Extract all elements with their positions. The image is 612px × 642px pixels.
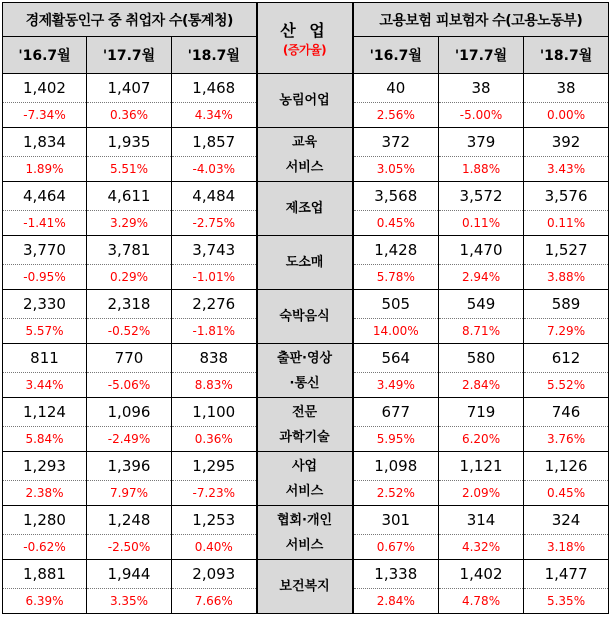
- industry-label: [257, 182, 353, 236]
- industry-label: [257, 398, 353, 452]
- employment-value: 1,096: [87, 398, 172, 427]
- insured-rate: 5.52%: [524, 373, 609, 398]
- employment-rate: 6.39%: [3, 589, 87, 614]
- employment-value: 4,484: [172, 182, 257, 211]
- industry-label: [257, 74, 353, 128]
- insured-value: 1,121: [439, 452, 524, 481]
- insured-rate: 2.94%: [439, 265, 524, 290]
- employment-value: 1,935: [87, 128, 172, 157]
- employment-rate: 4.34%: [172, 103, 257, 128]
- table-row: [3, 128, 609, 157]
- employment-rate: -1.01%: [172, 265, 257, 290]
- insured-rate: 6.20%: [439, 427, 524, 452]
- employment-value: 1,248: [87, 506, 172, 535]
- right-group-title: 고용보험 피보험자 수(고용노동부): [353, 3, 609, 37]
- table-body: [3, 74, 609, 614]
- employment-value: 3,743: [172, 236, 257, 265]
- employment-value: 2,330: [3, 290, 87, 319]
- insured-value: 379: [439, 128, 524, 157]
- industry-label-line: 도소매: [285, 255, 324, 270]
- header-row-1: [3, 3, 609, 37]
- employment-rate: 3.29%: [87, 211, 172, 236]
- employment-rate: -4.03%: [172, 157, 257, 182]
- insured-rate: 3.05%: [353, 157, 439, 182]
- insured-value: 324: [524, 506, 609, 535]
- insured-value: 1,126: [524, 452, 609, 481]
- table-row: [3, 506, 609, 535]
- employment-rate: 0.36%: [87, 103, 172, 128]
- insured-rate: 3.18%: [524, 535, 609, 560]
- industry-label-line: 서비스: [285, 159, 324, 175]
- employment-value: 3,770: [3, 236, 87, 265]
- period-header: '18.7월: [172, 37, 257, 74]
- employment-rate: -7.23%: [172, 481, 257, 506]
- industry-label-line: ·통신: [289, 375, 320, 391]
- employment-value: 4,464: [3, 182, 87, 211]
- industry-label-line: 교육: [291, 134, 318, 150]
- employment-value: 1,295: [172, 452, 257, 481]
- insured-rate: 0.45%: [524, 481, 609, 506]
- employment-rate: 2.38%: [3, 481, 87, 506]
- insured-rate: 2.84%: [353, 589, 439, 614]
- industry-subtitle: (증가율): [282, 43, 327, 57]
- insured-rate: 2.84%: [439, 373, 524, 398]
- employment-value: 1,857: [172, 128, 257, 157]
- employment-value: 1,253: [172, 506, 257, 535]
- insured-rate: 2.09%: [439, 481, 524, 506]
- insured-value: 505: [353, 290, 439, 319]
- employment-rate: -0.62%: [3, 535, 87, 560]
- insured-value: 589: [524, 290, 609, 319]
- insured-rate: 5.35%: [524, 589, 609, 614]
- insured-rate: 0.11%: [439, 211, 524, 236]
- industry-label-line: 제조업: [285, 201, 324, 216]
- insured-value: 1,470: [439, 236, 524, 265]
- employment-rate: 5.84%: [3, 427, 87, 452]
- industry-label: [257, 236, 353, 290]
- insured-value: 1,402: [439, 560, 524, 589]
- insured-value: 549: [439, 290, 524, 319]
- employment-rate: 5.51%: [87, 157, 172, 182]
- insured-value: 301: [353, 506, 439, 535]
- employment-rate: -2.75%: [172, 211, 257, 236]
- insured-value: 746: [524, 398, 609, 427]
- insured-rate: 1.88%: [439, 157, 524, 182]
- insured-value: 38: [524, 74, 609, 103]
- employment-value: 2,276: [172, 290, 257, 319]
- employment-rate: 3.35%: [87, 589, 172, 614]
- employment-rate: -7.34%: [3, 103, 87, 128]
- industry-label-line: 협회·개인: [276, 512, 333, 528]
- left-group-title: 경제활동인구 중 취업자 수(통계청): [3, 3, 257, 37]
- employment-rate: 5.57%: [3, 319, 87, 344]
- industry-label-line: 전문: [291, 404, 318, 420]
- industry-label-line: 출판·영상: [276, 350, 333, 366]
- industry-label: [257, 128, 353, 182]
- insured-value: 1,477: [524, 560, 609, 589]
- insured-value: 38: [439, 74, 524, 103]
- table-row: [3, 182, 609, 211]
- industry-label-line: 서비스: [285, 537, 324, 553]
- employment-rate: -2.49%: [87, 427, 172, 452]
- employment-value: 1,834: [3, 128, 87, 157]
- employment-rate: 7.97%: [87, 481, 172, 506]
- industry-label: [257, 452, 353, 506]
- insured-rate: 0.00%: [524, 103, 609, 128]
- insured-rate: 5.78%: [353, 265, 439, 290]
- employment-value: 1,100: [172, 398, 257, 427]
- employment-value: 1,280: [3, 506, 87, 535]
- employment-rate: -0.95%: [3, 265, 87, 290]
- employment-value: 770: [87, 344, 172, 373]
- employment-value: 838: [172, 344, 257, 373]
- insured-value: 392: [524, 128, 609, 157]
- insured-rate: 0.67%: [353, 535, 439, 560]
- industry-label: [257, 290, 353, 344]
- period-header: '16.7월: [353, 37, 439, 74]
- employment-value: 811: [3, 344, 87, 373]
- insured-rate: 3.43%: [524, 157, 609, 182]
- employment-value: 1,881: [3, 560, 87, 589]
- insured-rate: 3.49%: [353, 373, 439, 398]
- table-row: [3, 344, 609, 373]
- employment-rate: 0.29%: [87, 265, 172, 290]
- employment-value: 1,124: [3, 398, 87, 427]
- employment-value: 2,093: [172, 560, 257, 589]
- insured-rate: 7.29%: [524, 319, 609, 344]
- employment-value: 1,293: [3, 452, 87, 481]
- employment-table: [2, 2, 609, 614]
- period-header: '17.7월: [87, 37, 172, 74]
- insured-value: 719: [439, 398, 524, 427]
- table-row: [3, 74, 609, 103]
- employment-value: 3,781: [87, 236, 172, 265]
- insured-rate: 2.52%: [353, 481, 439, 506]
- insured-rate: 14.00%: [353, 319, 439, 344]
- industry-label: [257, 344, 353, 398]
- employment-rate: 0.40%: [172, 535, 257, 560]
- employment-rate: 1.89%: [3, 157, 87, 182]
- employment-value: 1,944: [87, 560, 172, 589]
- table-row: [3, 452, 609, 481]
- insured-rate: 3.88%: [524, 265, 609, 290]
- insured-rate: 8.71%: [439, 319, 524, 344]
- employment-value: 1,402: [3, 74, 87, 103]
- insured-value: 3,576: [524, 182, 609, 211]
- table-row: [3, 560, 609, 589]
- insured-value: 564: [353, 344, 439, 373]
- employment-rate: 3.44%: [3, 373, 87, 398]
- insured-value: 3,572: [439, 182, 524, 211]
- insured-value: 314: [439, 506, 524, 535]
- industry-label-line: 농림어업: [279, 93, 330, 108]
- insured-value: 612: [524, 344, 609, 373]
- table-row: [3, 398, 609, 427]
- table-row: [3, 236, 609, 265]
- insured-rate: 2.56%: [353, 103, 439, 128]
- table-row: [3, 290, 609, 319]
- insured-rate: 0.45%: [353, 211, 439, 236]
- industry-header: [257, 3, 353, 74]
- insured-value: 1,527: [524, 236, 609, 265]
- period-header: '16.7월: [3, 37, 87, 74]
- employment-value: 1,396: [87, 452, 172, 481]
- period-header: '18.7월: [524, 37, 609, 74]
- insured-value: 1,338: [353, 560, 439, 589]
- insured-value: 1,098: [353, 452, 439, 481]
- insured-value: 40: [353, 74, 439, 103]
- industry-label-line: 보건복지: [279, 579, 330, 594]
- insured-value: 372: [353, 128, 439, 157]
- employment-value: 1,468: [172, 74, 257, 103]
- insured-value: 3,568: [353, 182, 439, 211]
- industry-label: [257, 560, 353, 614]
- industry-label: [257, 506, 353, 560]
- employment-value: 2,318: [87, 290, 172, 319]
- industry-title: 산 업: [280, 21, 329, 40]
- employment-rate: -5.06%: [87, 373, 172, 398]
- insured-value: 1,428: [353, 236, 439, 265]
- industry-label-line: 서비스: [285, 483, 324, 499]
- employment-rate: -0.52%: [87, 319, 172, 344]
- employment-value: 1,407: [87, 74, 172, 103]
- employment-rate: -1.41%: [3, 211, 87, 236]
- insured-rate: -5.00%: [439, 103, 524, 128]
- insured-value: 580: [439, 344, 524, 373]
- employment-rate: -2.50%: [87, 535, 172, 560]
- period-header: '17.7월: [439, 37, 524, 74]
- employment-value: 4,611: [87, 182, 172, 211]
- insured-value: 677: [353, 398, 439, 427]
- employment-rate: 8.83%: [172, 373, 257, 398]
- insured-rate: 4.32%: [439, 535, 524, 560]
- industry-label-line: 사업: [291, 458, 318, 474]
- insured-rate: 0.11%: [524, 211, 609, 236]
- employment-rate: -1.81%: [172, 319, 257, 344]
- employment-rate: 0.36%: [172, 427, 257, 452]
- insured-rate: 5.95%: [353, 427, 439, 452]
- employment-rate: 7.66%: [172, 589, 257, 614]
- insured-rate: 3.76%: [524, 427, 609, 452]
- industry-label-line: 과학기술: [279, 429, 330, 445]
- industry-label-line: 숙박음식: [279, 309, 330, 324]
- insured-rate: 4.78%: [439, 589, 524, 614]
